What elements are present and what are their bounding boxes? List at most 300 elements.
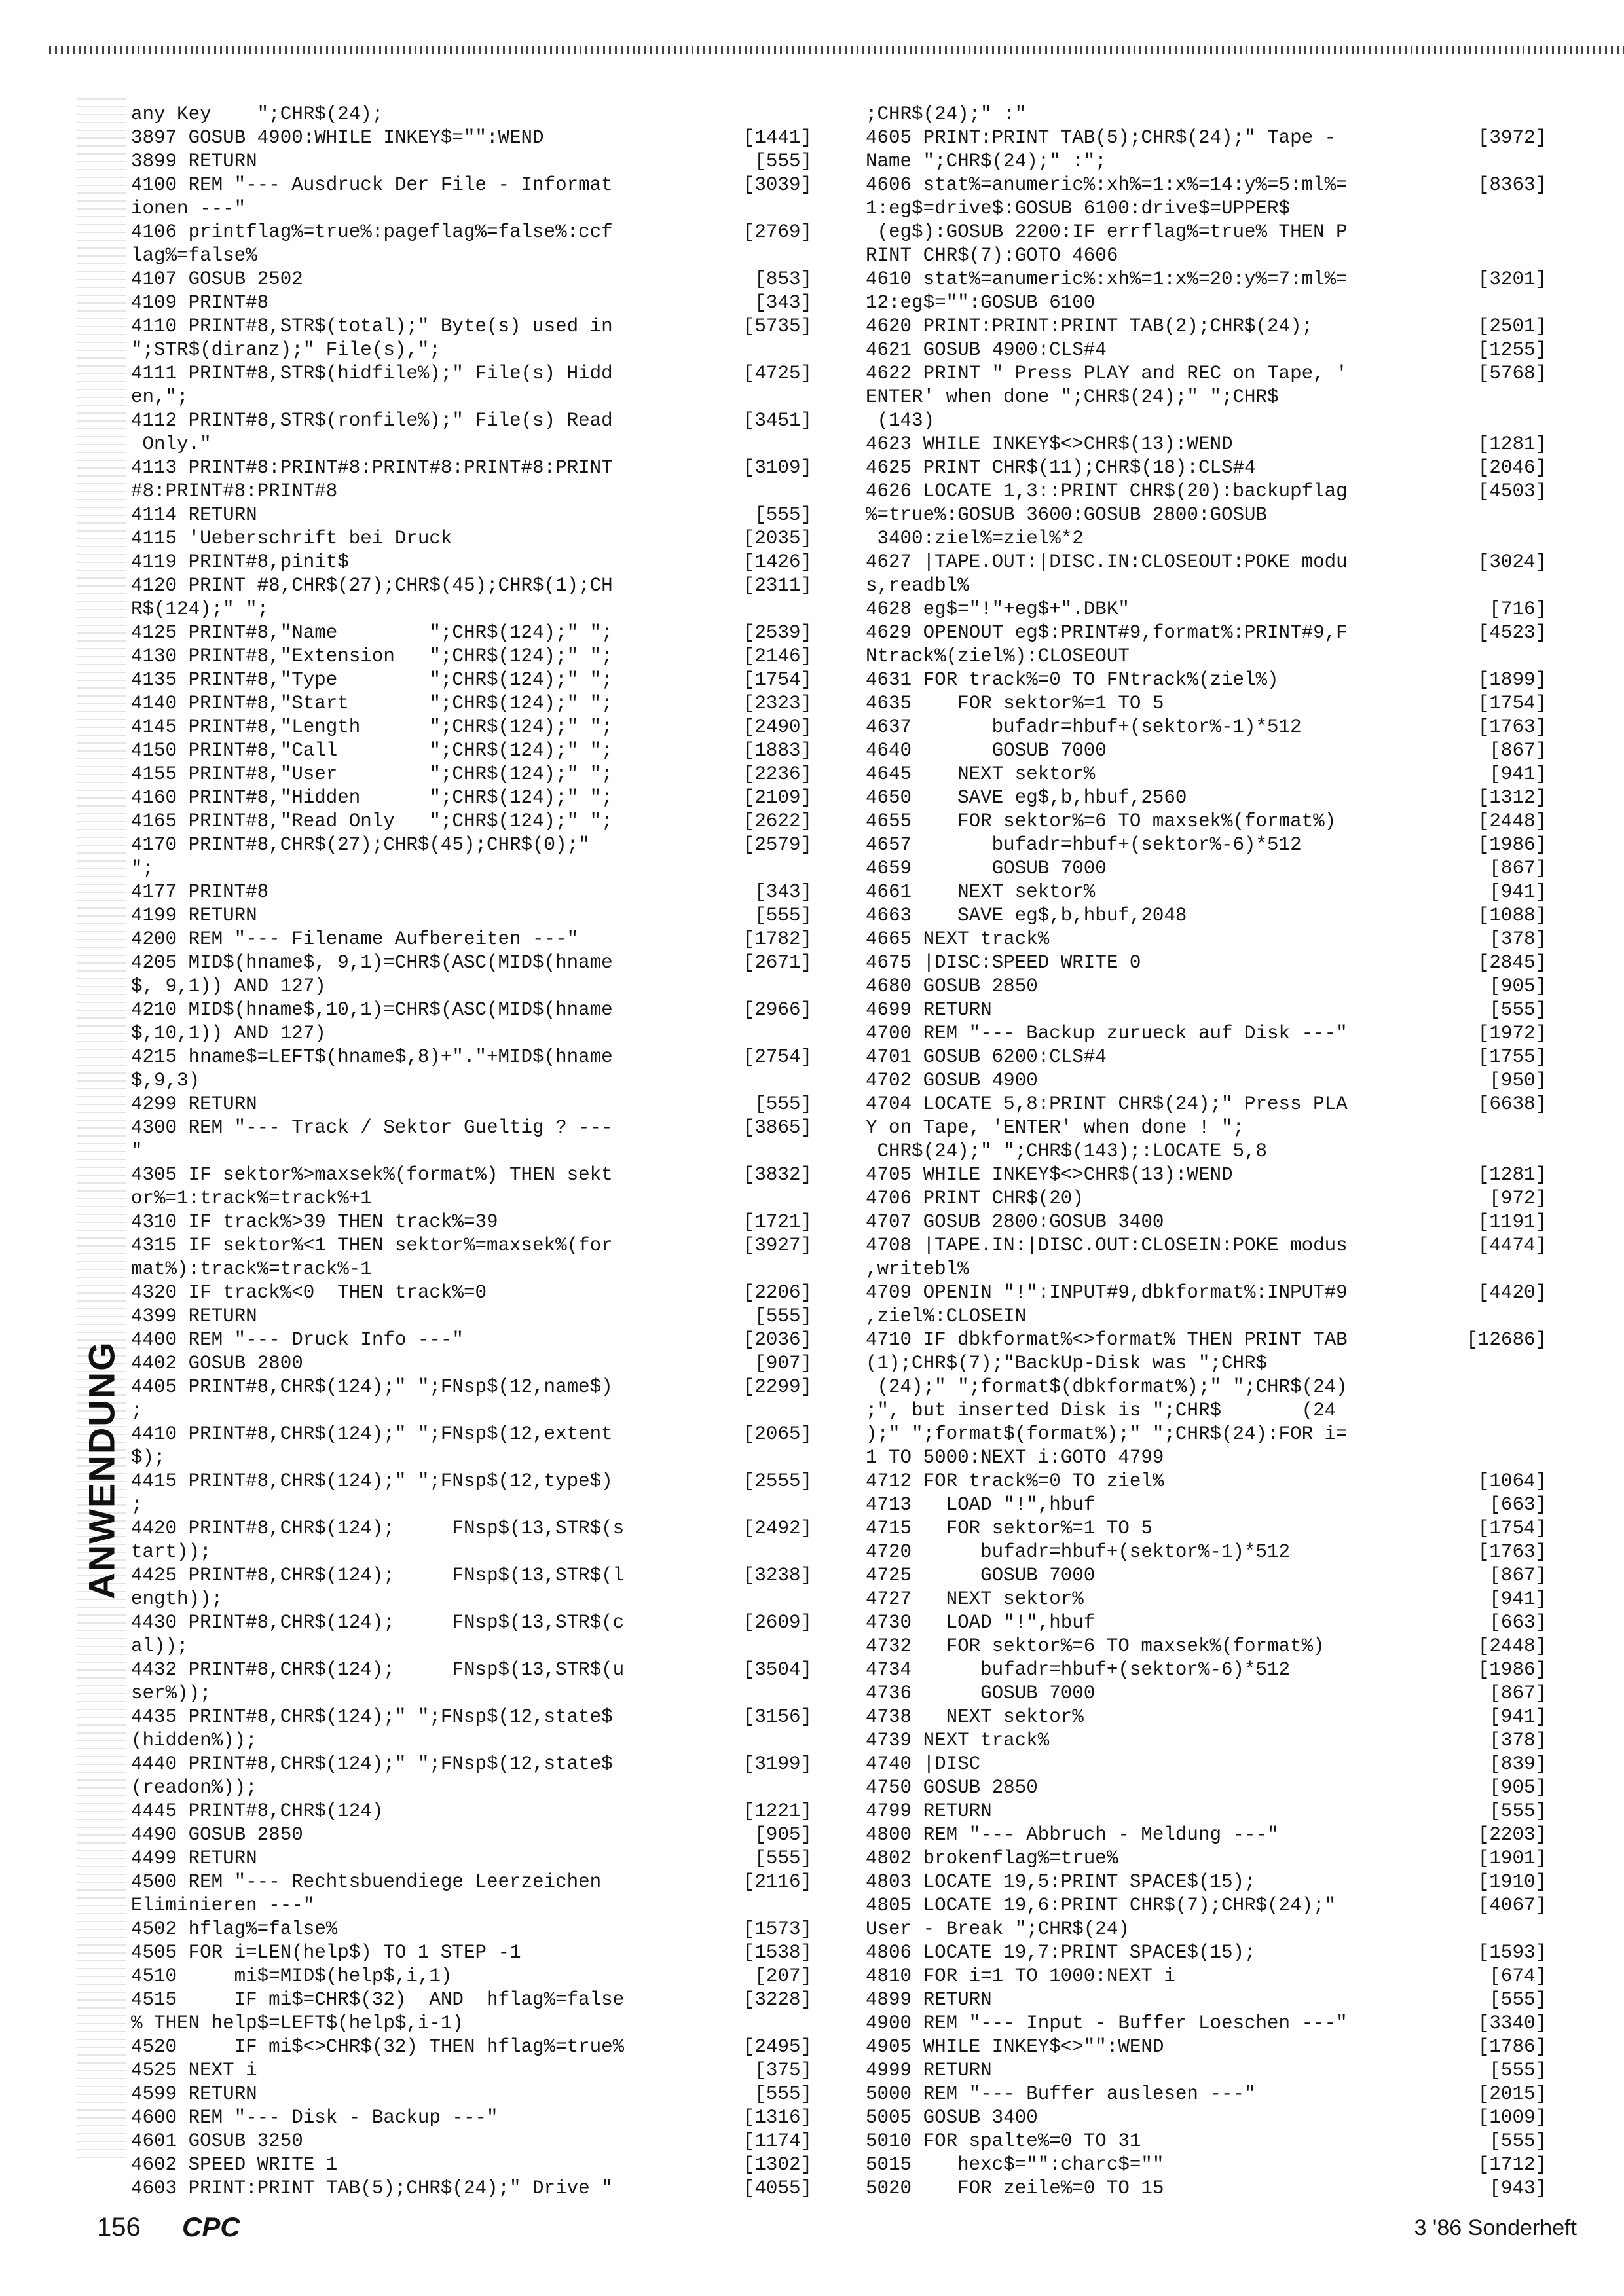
code-text: 4750 GOSUB 2850 — [866, 1777, 1038, 1798]
checksum: [1174] — [743, 2130, 812, 2152]
code-line — [131, 1116, 812, 1140]
code-line — [131, 268, 812, 291]
code-line — [866, 1211, 1547, 1234]
code-text: 4705 WHILE INKEY$<>CHR$(13):WEND — [866, 1164, 1233, 1186]
checksum: [1972] — [1477, 1023, 1547, 1044]
code-line — [866, 173, 1547, 197]
code-text: 4800 REM "--- Abbruch - Meldung ---" — [866, 1824, 1279, 1846]
checksum: [1712] — [1477, 2154, 1547, 2176]
code-line — [131, 1281, 812, 1305]
code-line — [866, 268, 1547, 291]
code-line — [866, 1705, 1547, 1729]
checksum: [343] — [754, 292, 812, 314]
code-text: 4700 REM "--- Backup zurueck auf Disk ---" — [866, 1023, 1348, 1044]
code-text: ,writebl% — [866, 1258, 969, 1280]
code-text: RINT CHR$(7):GOTO 4606 — [866, 245, 1118, 266]
checksum: [839] — [1489, 1753, 1547, 1775]
code-text: 3897 GOSUB 4900:WHILE INKEY$="":WEND — [131, 127, 544, 149]
code-text: 4130 PRINT#8,"Extension ";CHR$(124);" "; — [131, 646, 613, 667]
code-line — [866, 244, 1547, 268]
code-text: 5010 FOR spalte%=0 TO 31 — [866, 2130, 1141, 2152]
code-line — [131, 716, 812, 739]
checksum: [4067] — [1477, 1895, 1547, 1916]
code-text: 4620 PRINT:PRINT:PRINT TAB(2);CHR$(24); — [866, 316, 1314, 337]
code-line — [131, 1800, 812, 1823]
code-text: 3899 RETURN — [131, 151, 257, 172]
code-line — [131, 1705, 812, 1729]
code-text: 4445 PRINT#8,CHR$(124) — [131, 1800, 384, 1822]
code-line — [131, 1941, 812, 1965]
code-text: 4299 RETURN — [131, 1093, 257, 1115]
code-text: 4738 NEXT sektor% — [866, 1706, 1084, 1728]
code-line — [866, 1965, 1547, 1988]
code-text: 4675 |DISC:SPEED WRITE 0 — [866, 952, 1141, 974]
code-line — [131, 1965, 812, 1988]
code-line — [866, 1611, 1547, 1635]
checksum: [2206] — [743, 1282, 812, 1303]
code-line — [131, 197, 812, 221]
checksum: [867] — [1489, 1565, 1547, 1586]
checksum: [950] — [1489, 1070, 1547, 1091]
code-text: 4210 MID$(hname$,10,1)=CHR$(ASC(MID$(hname — [131, 999, 613, 1021]
code-text: 4805 LOCATE 19,6:PRINT CHR$(7);CHR$(24);" — [866, 1895, 1337, 1916]
code-line — [866, 786, 1547, 810]
code-line — [131, 928, 812, 951]
code-text: 4699 RETURN — [866, 999, 992, 1021]
code-text: %=true%:GOSUB 3600:GOSUB 2800:GOSUB — [866, 504, 1268, 526]
code-text: 4425 PRINT#8,CHR$(124); FNsp$(13,STR$(l — [131, 1565, 625, 1586]
code-text: 4430 PRINT#8,CHR$(124); FNsp$(13,STR$(c — [131, 1612, 625, 1633]
code-line — [131, 409, 812, 433]
checksum: [3024] — [1477, 551, 1547, 573]
code-text: 4215 hname$=LEFT$(hname$,8)+"."+MID$(hname — [131, 1046, 613, 1068]
checksum: [2323] — [743, 693, 812, 714]
code-line — [131, 456, 812, 480]
code-text: (hidden%)); — [131, 1730, 257, 1751]
checksum: [555] — [1489, 1800, 1547, 1822]
code-line — [131, 386, 812, 409]
code-text: 4657 bufadr=hbuf+(sektor%-6)*512 — [866, 834, 1302, 856]
checksum: [555] — [1489, 2130, 1547, 2152]
code-text: 4650 SAVE eg$,b,hbuf,2560 — [866, 787, 1187, 809]
code-text: 4165 PRINT#8,"Read Only ";CHR$(124);" "; — [131, 811, 613, 832]
code-text: 4200 REM "--- Filename Aufbereiten ---" — [131, 928, 579, 950]
code-line — [866, 1588, 1547, 1611]
code-text: 4713 LOAD "!",hbuf — [866, 1494, 1096, 1516]
code-text: 4631 FOR track%=0 TO FNtrack%(ziel%) — [866, 669, 1279, 691]
checksum: [2966] — [743, 999, 812, 1021]
checksum: [941] — [1489, 881, 1547, 903]
code-line — [866, 1823, 1547, 1847]
checksum: [2671] — [743, 952, 812, 974]
checksum: [867] — [1489, 740, 1547, 761]
code-line — [866, 1470, 1547, 1493]
code-line — [131, 291, 812, 315]
code-line — [866, 1022, 1547, 1046]
code-line — [131, 1588, 812, 1611]
checksum: [375] — [754, 2060, 812, 2081]
checksum: [2769] — [743, 221, 812, 243]
code-line — [866, 833, 1547, 857]
code-line — [866, 763, 1547, 786]
code-line — [131, 362, 812, 386]
checksum: [1721] — [743, 1211, 812, 1233]
checksum: [1901] — [1477, 1848, 1547, 1869]
code-line — [866, 2059, 1547, 2083]
code-text: 4170 PRINT#8,CHR$(27);CHR$(45);CHR$(0);" — [131, 834, 590, 856]
code-line — [131, 551, 812, 574]
code-text: 4730 LOAD "!",hbuf — [866, 1612, 1096, 1633]
code-text: 4606 stat%=anumeric%:xh%=1:x%=14:y%=5:ml%= — [866, 174, 1348, 196]
checksum: [905] — [1489, 975, 1547, 997]
code-text: ; — [131, 1494, 143, 1516]
checksum: [2609] — [743, 1612, 812, 1633]
code-line — [131, 574, 812, 598]
code-line — [131, 1376, 812, 1399]
code-text: 4665 NEXT track% — [866, 928, 1050, 950]
code-text: 4736 GOSUB 7000 — [866, 1683, 1096, 1704]
code-text: 12:eg$="":GOSUB 6100 — [866, 292, 1096, 314]
checksum: [1426] — [743, 551, 812, 573]
code-line — [866, 1305, 1547, 1328]
code-text: ,ziel%:CLOSEIN — [866, 1305, 1027, 1327]
code-line — [131, 1470, 812, 1493]
checksum: [3927] — [743, 1235, 812, 1256]
code-line — [866, 1093, 1547, 1116]
code-line — [131, 2059, 812, 2083]
listing-column-right — [866, 103, 1547, 2200]
code-text: 4635 FOR sektor%=1 TO 5 — [866, 693, 1164, 714]
code-line — [866, 645, 1547, 668]
checksum: [2579] — [743, 834, 812, 856]
code-text: 5015 hexc$="":charc$="" — [866, 2154, 1164, 2176]
code-line — [866, 857, 1547, 881]
code-text: 4806 LOCATE 19,7:PRINT SPACE$(15); — [866, 1942, 1256, 1963]
checksum: [2036] — [743, 1329, 812, 1351]
code-text: 4708 |TAPE.IN:|DISC.OUT:CLOSEIN:POKE modus — [866, 1235, 1348, 1256]
code-text: $); — [131, 1447, 166, 1468]
checksum: [555] — [1489, 2060, 1547, 2081]
code-text: 4603 PRINT:PRINT TAB(5);CHR$(24);" Drive " — [131, 2178, 613, 2199]
code-text: Ntrack%(ziel%):CLOSEOUT — [866, 646, 1130, 667]
code-line — [866, 1046, 1547, 1069]
code-text: Name ";CHR$(24);" :"; — [866, 151, 1107, 172]
code-text: mat%):track%=track%-1 — [131, 1258, 372, 1280]
code-text: Eliminieren ---" — [131, 1895, 315, 1916]
code-line — [131, 1894, 812, 1918]
code-text: 5000 REM "--- Buffer auslesen ---" — [866, 2083, 1256, 2105]
code-text: 4111 PRINT#8,STR$(hidfile%);" File(s) Hidd — [131, 363, 613, 384]
checksum: [2236] — [743, 763, 812, 785]
code-text: any Key ";CHR$(24); — [131, 103, 384, 125]
checksum: [207] — [754, 1965, 812, 1987]
checksum: [2065] — [743, 1423, 812, 1445]
checksum: [2555] — [743, 1470, 812, 1492]
code-line — [866, 1328, 1547, 1352]
code-line — [866, 739, 1547, 763]
code-text: 3400:ziel%=ziel%*2 — [866, 528, 1084, 549]
code-line — [866, 2153, 1547, 2177]
code-text: 4628 eg$="!"+eg$+".DBK" — [866, 598, 1130, 620]
code-text: 4155 PRINT#8,"User ";CHR$(124);" "; — [131, 763, 613, 785]
code-line — [131, 1446, 812, 1470]
code-text: 4627 |TAPE.OUT:|DISC.IN:CLOSEOUT:POKE modu — [866, 551, 1348, 573]
checksum: [555] — [1489, 999, 1547, 1021]
code-line — [866, 1776, 1547, 1800]
checksum: [555] — [754, 1848, 812, 1869]
code-line — [131, 338, 812, 362]
code-text: ionen ---" — [131, 198, 246, 219]
code-text: 4710 IF dbkformat%<>format% THEN PRINT TAB — [866, 1329, 1348, 1351]
checksum: [2492] — [743, 1518, 812, 1539]
code-text: 4739 NEXT track% — [866, 1730, 1050, 1751]
code-text: 4177 PRINT#8 — [131, 881, 269, 903]
code-text: 4315 IF sektor%<1 THEN sektor%=maxsek%(for — [131, 1235, 613, 1256]
code-line — [866, 1281, 1547, 1305]
checksum: [378] — [1489, 1730, 1547, 1751]
code-line — [866, 1376, 1547, 1399]
code-line — [131, 1352, 812, 1376]
code-text: 4629 OPENOUT eg$:PRINT#9,format%:PRINT#9,F — [866, 622, 1348, 644]
checksum: [1986] — [1477, 834, 1547, 856]
code-line — [866, 951, 1547, 975]
code-line — [131, 1258, 812, 1281]
code-text: 4701 GOSUB 6200:CLS#4 — [866, 1046, 1107, 1068]
checksum: [716] — [1489, 598, 1547, 620]
code-text: 4135 PRINT#8,"Type ";CHR$(124);" "; — [131, 669, 613, 691]
checksum: [905] — [1489, 1777, 1547, 1798]
checksum: [2501] — [1477, 316, 1547, 337]
code-text: 4399 RETURN — [131, 1305, 257, 1327]
checksum: [2109] — [743, 787, 812, 809]
code-text: 4410 PRINT#8,CHR$(124);" ";FNsp$(12,extent — [131, 1423, 613, 1445]
code-text: 4659 GOSUB 7000 — [866, 858, 1107, 879]
code-text: 5020 FOR zeile%=0 TO 15 — [866, 2178, 1164, 2199]
checksum: [1255] — [1477, 339, 1547, 361]
checksum: [1312] — [1477, 787, 1547, 809]
checksum: [2448] — [1477, 1635, 1547, 1657]
code-text: 4704 LOCATE 5,8:PRINT CHR$(24);" Press PLA — [866, 1093, 1348, 1115]
code-text: $,10,1)) AND 127) — [131, 1023, 326, 1044]
code-text: 4510 mi$=MID$(help$,i,1) — [131, 1965, 452, 1987]
checksum: [3039] — [743, 174, 812, 196]
code-line — [866, 1493, 1547, 1517]
code-text: #8:PRINT#8:PRINT#8 — [131, 481, 338, 502]
code-text: ser%)); — [131, 1683, 212, 1704]
code-line — [131, 1493, 812, 1517]
code-line — [866, 126, 1547, 150]
code-line — [131, 2177, 812, 2200]
listing-column-left — [131, 103, 812, 2200]
code-line — [866, 433, 1547, 456]
checksum: [2116] — [743, 1871, 812, 1893]
code-text: 4199 RETURN — [131, 905, 257, 926]
code-line — [131, 1046, 812, 1069]
code-text: ENTER' when done ";CHR$(24);" ";CHR$ — [866, 386, 1279, 408]
code-line — [131, 645, 812, 668]
code-text: s,readbl% — [866, 575, 969, 596]
code-line — [866, 1800, 1547, 1823]
code-line — [866, 409, 1547, 433]
checksum: [5735] — [743, 316, 812, 337]
code-line — [866, 315, 1547, 338]
code-line — [131, 503, 812, 527]
code-text: 4499 RETURN — [131, 1848, 257, 1869]
code-line — [131, 739, 812, 763]
code-line — [866, 1658, 1547, 1682]
code-line — [131, 1187, 812, 1211]
checksum: [3199] — [743, 1753, 812, 1775]
sidebar-label-text: ANWENDUNG — [81, 1340, 122, 1599]
code-text: 4110 PRINT#8,STR$(total);" Byte(s) used in — [131, 316, 613, 337]
code-line — [131, 1658, 812, 1682]
code-line — [131, 2083, 812, 2106]
code-line — [131, 1753, 812, 1776]
code-line — [866, 2035, 1547, 2059]
code-text: (24);" ";format$(dbkformat%);" ";CHR$(24) — [866, 1376, 1348, 1398]
code-text: 4702 GOSUB 4900 — [866, 1070, 1038, 1091]
checksum: [1899] — [1477, 669, 1547, 691]
code-line — [866, 928, 1547, 951]
code-line — [131, 315, 812, 338]
code-line — [131, 904, 812, 928]
code-text: 4109 PRINT#8 — [131, 292, 269, 314]
checksum: [1441] — [743, 127, 812, 149]
code-text: 4663 SAVE eg$,b,hbuf,2048 — [866, 905, 1187, 926]
code-text: CHR$(24);" ";CHR$(143);:LOCATE 5,8 — [866, 1140, 1268, 1162]
code-line — [866, 1847, 1547, 1870]
checksum: [853] — [754, 268, 812, 290]
code-text: al)); — [131, 1635, 189, 1657]
checksum: [3451] — [743, 410, 812, 431]
code-line — [131, 1988, 812, 2012]
code-line — [866, 598, 1547, 621]
code-line — [866, 1753, 1547, 1776]
code-line — [131, 2106, 812, 2130]
checksum: [1986] — [1477, 1659, 1547, 1681]
code-line — [866, 503, 1547, 527]
code-text: 4112 PRINT#8,STR$(ronfile%);" File(s) Read — [131, 410, 613, 431]
checksum: [2622] — [743, 811, 812, 832]
code-text: 4622 PRINT " Press PLAY and REC on Tape, ' — [866, 363, 1348, 384]
code-line — [866, 1729, 1547, 1753]
checksum: [663] — [1489, 1612, 1547, 1633]
checksum: [3504] — [743, 1659, 812, 1681]
code-line — [131, 2130, 812, 2153]
code-text: 4599 RETURN — [131, 2083, 257, 2105]
checksum: [941] — [1489, 1706, 1547, 1728]
code-line — [131, 1163, 812, 1187]
checksum: [1782] — [743, 928, 812, 950]
code-line — [131, 1540, 812, 1564]
code-text: 4623 WHILE INKEY$<>CHR$(13):WEND — [866, 433, 1233, 455]
code-text: 4125 PRINT#8,"Name ";CHR$(124);" "; — [131, 622, 613, 644]
code-line — [866, 1635, 1547, 1658]
code-text: Only." — [131, 433, 212, 455]
code-text: 4709 OPENIN "!":INPUT#9,dbkformat%:INPUT#9 — [866, 1282, 1348, 1303]
code-line — [131, 103, 812, 126]
code-line — [866, 1446, 1547, 1470]
code-text: Y on Tape, 'ENTER' when done ! "; — [866, 1117, 1245, 1139]
code-line — [866, 1352, 1547, 1376]
code-line — [866, 2083, 1547, 2106]
code-line — [131, 1022, 812, 1046]
code-text: 5005 GOSUB 3400 — [866, 2107, 1038, 2128]
code-line — [866, 810, 1547, 833]
code-text: 4160 PRINT#8,"Hidden ";CHR$(124);" "; — [131, 787, 613, 809]
code-text: 4725 GOSUB 7000 — [866, 1565, 1096, 1586]
code-text: 4113 PRINT#8:PRINT#8:PRINT#8:PRINT#8:PRINT — [131, 457, 613, 479]
code-line — [131, 951, 812, 975]
sidebar-label — [77, 1340, 126, 1599]
code-text: 4626 LOCATE 1,3::PRINT CHR$(20):backupflag — [866, 481, 1348, 502]
checksum: [3832] — [743, 1164, 812, 1186]
checksum: [2448] — [1477, 811, 1547, 832]
checksum: [1009] — [1477, 2107, 1547, 2128]
code-line — [131, 126, 812, 150]
code-text: 4100 REM "--- Ausdruck Der File - Informat — [131, 174, 613, 196]
code-line — [131, 1823, 812, 1847]
code-text: (143) — [866, 410, 935, 431]
checksum: [1786] — [1477, 2036, 1547, 2058]
code-line — [131, 2035, 812, 2059]
code-text: 4500 REM "--- Rechtsbuendiege Leerzeichen — [131, 1871, 602, 1893]
code-line — [866, 1517, 1547, 1540]
checksum: [2754] — [743, 1046, 812, 1068]
issue-label: 3 '86 Sonderheft — [1414, 2215, 1577, 2240]
code-text: (1);CHR$(7);"BackUp-Disk was ";CHR$ — [866, 1353, 1268, 1374]
code-text: 4405 PRINT#8,CHR$(124);" ";FNsp$(12,name$) — [131, 1376, 613, 1398]
code-text: 4715 FOR sektor%=1 TO 5 — [866, 1518, 1153, 1539]
code-line — [131, 857, 812, 881]
code-text: 4440 PRINT#8,CHR$(124);" ";FNsp$(12,state$ — [131, 1753, 613, 1775]
code-text: 4310 IF track%>39 THEN track%=39 — [131, 1211, 498, 1233]
checksum: [2015] — [1477, 2083, 1547, 2105]
code-line — [131, 1611, 812, 1635]
checksum: [1763] — [1477, 716, 1547, 738]
checksum: [2299] — [743, 1376, 812, 1398]
code-text: 4140 PRINT#8,"Start ";CHR$(124);" "; — [131, 693, 613, 714]
code-line — [866, 692, 1547, 716]
code-line — [131, 1918, 812, 1941]
checksum: [1593] — [1477, 1942, 1547, 1963]
code-text: 4320 IF track%<0 THEN track%=0 — [131, 1282, 487, 1303]
code-line — [866, 1564, 1547, 1588]
checksum: [4474] — [1477, 1235, 1547, 1256]
code-text: 4999 RETURN — [866, 2060, 992, 2081]
code-text: User - Break ";CHR$(24) — [866, 1918, 1130, 1940]
code-line — [866, 998, 1547, 1022]
code-text: 1:eg$=drive$:GOSUB 6100:drive$=UPPER$ — [866, 198, 1291, 219]
code-line — [866, 221, 1547, 244]
code-text: 4605 PRINT:PRINT TAB(5);CHR$(24);" Tape - — [866, 127, 1337, 149]
code-line — [131, 1564, 812, 1588]
page-number: 156 — [97, 2213, 141, 2242]
checksum: [5768] — [1477, 363, 1547, 384]
code-text: 4799 RETURN — [866, 1800, 992, 1822]
code-text: 4661 NEXT sektor% — [866, 881, 1096, 903]
code-text: 4415 PRINT#8,CHR$(124);" ";FNsp$(12,type$) — [131, 1470, 613, 1492]
code-text: 4107 GOSUB 2502 — [131, 268, 303, 290]
code-text: 4600 REM "--- Disk - Backup ---" — [131, 2107, 498, 2128]
checksum: [907] — [754, 1353, 812, 1374]
code-text: 4706 PRINT CHR$(20) — [866, 1188, 1084, 1209]
code-line — [131, 1870, 812, 1894]
checksum: [6638] — [1477, 1093, 1547, 1115]
checksum: [4420] — [1477, 1282, 1547, 1303]
code-line — [131, 621, 812, 645]
code-line — [131, 221, 812, 244]
